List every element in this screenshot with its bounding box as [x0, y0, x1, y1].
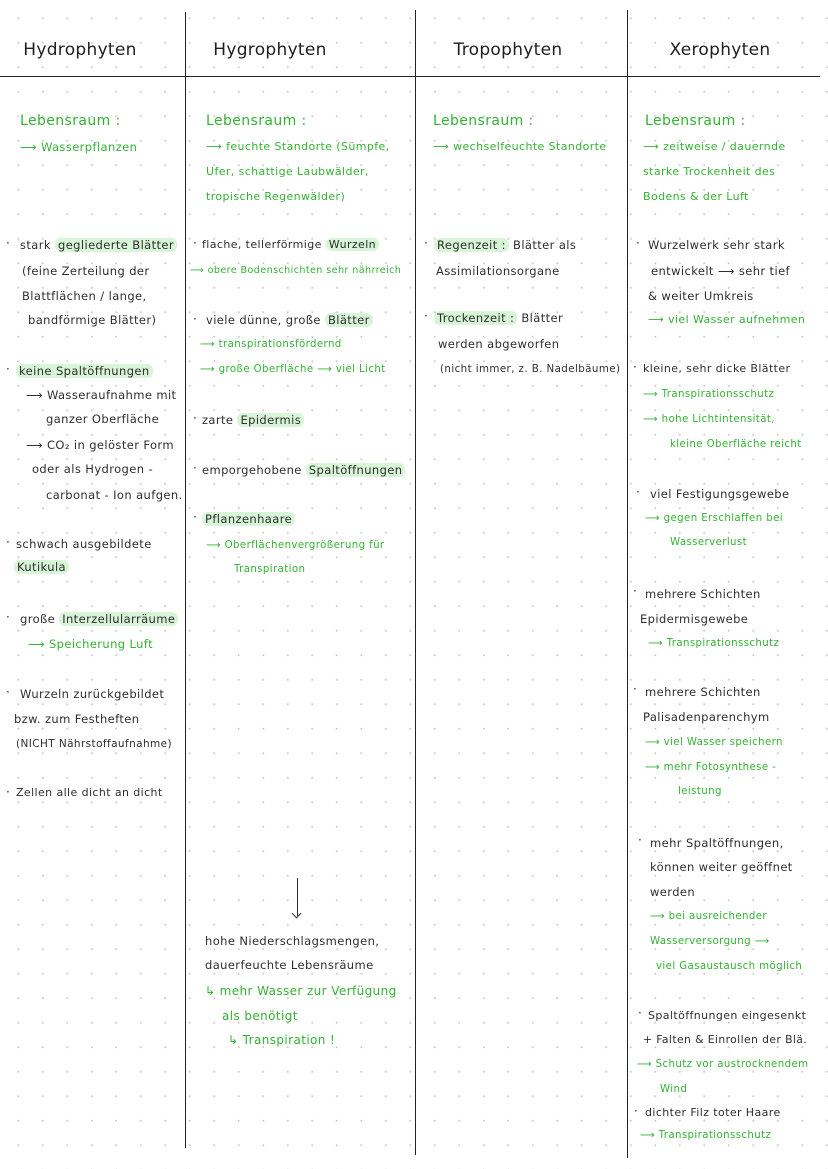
hydro-line: Wurzeln zurückgebildet	[20, 687, 165, 701]
hydro-line: stark gegliederte Blätter	[20, 238, 177, 252]
xero-line: werden	[650, 885, 696, 899]
heading-hygrophyten: Hygrophyten	[213, 40, 327, 60]
bullet: ·	[633, 584, 637, 598]
hydro-habitat-label: Lebensraum :	[20, 113, 121, 129]
hygro-habitat: Ufer, schattige Laubwälder,	[206, 165, 369, 178]
tropo-habitat: ⟶ wechselfeuchte Standorte	[433, 140, 607, 153]
bullet: ·	[633, 360, 637, 374]
xero-line: ⟶ hohe Lichtintensität,	[643, 414, 775, 425]
xero-line: ⟶ bei ausreichender	[650, 911, 768, 922]
bullet: ·	[638, 1006, 642, 1020]
tropo-habitat-label: Lebensraum :	[433, 113, 534, 129]
xero-line: mehr Spaltöffnungen,	[650, 836, 784, 850]
bullet: ·	[424, 309, 428, 323]
hydro-line: keine Spaltöffnungen	[16, 364, 153, 378]
tropo-line: werden abgeworfen	[438, 337, 560, 351]
hygro-line: Pflanzenhaare	[202, 512, 295, 526]
bullet: ·	[6, 610, 10, 624]
bullet: ·	[636, 236, 640, 250]
hydro-line: bzw. zum Festheften	[14, 712, 140, 726]
xero-line: viel Festigungsgewebe	[650, 487, 790, 501]
xero-line: ⟶ Transpirationsschutz	[643, 389, 775, 400]
hygro-line: ⟶ transpirationsfördernd	[200, 339, 342, 350]
bullet: ·	[6, 362, 10, 376]
heading-hydrophyten: Hydrophyten	[23, 40, 137, 60]
bullet: ·	[6, 236, 10, 250]
xero-line: ⟶ viel Wasser speichern	[645, 737, 783, 748]
xero-line: Wurzelwerk sehr stark	[648, 238, 785, 252]
hygro-habitat: tropische Regenwälder)	[206, 190, 346, 203]
hydro-line: ⟶ Wasseraufnahme mit	[26, 388, 177, 402]
xero-habitat-label: Lebensraum :	[645, 113, 746, 129]
tropo-line: Regenzeit : Blätter als	[434, 238, 576, 252]
xero-line: Palisadenparenchym	[643, 710, 770, 724]
column-divider-1	[185, 12, 186, 1148]
hydro-line: bandförmige Blätter)	[28, 313, 157, 327]
bullet: ·	[638, 833, 642, 847]
header-divider	[0, 76, 820, 77]
bullet: ·	[6, 535, 10, 549]
xero-line: Wind	[660, 1084, 688, 1095]
xero-line: ⟶ Transpirationsschutz	[640, 1130, 772, 1141]
hydro-line: Kutikula	[14, 560, 69, 574]
bullet: ·	[633, 682, 637, 696]
hydro-line: Zellen alle dicht an dicht	[16, 786, 163, 799]
hygro-summary: ↳ mehr Wasser zur Verfügung	[205, 984, 397, 998]
hygro-line: Transpiration	[234, 564, 306, 575]
xero-line: mehrere Schichten	[645, 685, 761, 699]
hygro-line: ⟶ Oberflächenvergrößerung für	[206, 540, 385, 551]
heading-xerophyten: Xerophyten	[669, 40, 771, 60]
bullet: ·	[6, 785, 10, 799]
hygro-summary: hohe Niederschlagsmengen,	[205, 934, 380, 948]
hydro-habitat: ⟶ Wasserpflanzen	[20, 140, 138, 154]
hygro-line: emporgehobene Spaltöffnungen	[202, 463, 405, 477]
tropo-line: Trockenzeit : Blätter	[434, 311, 563, 325]
hygro-summary: ↳ Transpiration !	[228, 1033, 336, 1047]
bullet: ·	[636, 485, 640, 499]
hydro-line: Blattflächen / lange,	[22, 289, 147, 303]
xero-line: kleine, sehr dicke Blätter	[643, 362, 791, 375]
hydro-line: (feine Zerteilung der	[22, 264, 150, 278]
hygro-line: ⟶ große Oberfläche ⟶ viel Licht	[200, 364, 386, 375]
column-divider-3	[627, 10, 628, 1158]
hygro-habitat: ⟶ feuchte Standorte (Sümpfe,	[206, 140, 390, 153]
bullet: ·	[193, 236, 197, 250]
hydro-line: ⟶ CO₂ in gelöster Form	[26, 438, 174, 452]
hygro-line: viele dünne, große Blätter	[206, 313, 373, 327]
xero-habitat: ⟶ zeitweise / dauernde	[643, 140, 786, 153]
hydro-line: oder als Hydrogen -	[32, 462, 154, 476]
bullet: ·	[6, 685, 10, 699]
xero-line: entwickelt ⟶ sehr tief	[651, 264, 790, 278]
xero-line: können weiter geöffnet	[650, 860, 793, 874]
xero-line: dichter Filz toter Haare	[645, 1106, 781, 1119]
hydro-line: schwach ausgebildete	[16, 537, 152, 551]
tropo-line: Assimilationsorgane	[436, 264, 560, 278]
xero-line: & weiter Umkreis	[648, 289, 754, 303]
xero-line: ⟶ viel Wasser aufnehmen	[648, 313, 806, 326]
xero-habitat: Bodens & der Luft	[643, 190, 749, 203]
hygro-habitat-label: Lebensraum :	[206, 113, 307, 129]
xero-line: Wasserverlust	[670, 537, 748, 548]
xero-line: viel Gasaustausch möglich	[656, 961, 803, 972]
bullet: ·	[193, 510, 197, 524]
xero-habitat: starke Trockenheit des	[643, 165, 776, 178]
tropo-line: (nicht immer, z. B. Nadelbäume)	[440, 363, 621, 375]
hydro-line: carbonat - Ion aufgen.	[46, 488, 183, 502]
bullet: ·	[193, 312, 197, 326]
hygro-line: ⟶ obere Bodenschichten sehr nährreich	[190, 265, 402, 276]
hygro-line: flache, tellerförmige Wurzeln	[202, 238, 379, 252]
xero-line: ⟶ mehr Fotosynthese -	[645, 762, 777, 773]
hydro-line: ⟶ Speicherung Luft	[28, 637, 154, 651]
heading-tropophyten: Tropophyten	[453, 40, 563, 60]
xero-line: Spaltöffnungen eingesenkt	[648, 1009, 807, 1022]
hygro-summary: als benötigt	[222, 1009, 298, 1023]
xero-line: + Falten & Einrollen der Blä.	[643, 1033, 808, 1046]
bullet: ·	[193, 461, 197, 475]
hygro-line: zarte Epidermis	[202, 413, 304, 427]
xero-line: Wasserversorgung ⟶	[650, 936, 770, 947]
xero-line: ⟶ Transpirationsschutz	[648, 638, 780, 649]
xero-line: ⟶ gegen Erschlaffen bei	[645, 513, 783, 524]
xero-line: kleine Oberfläche reicht	[670, 439, 802, 450]
xero-line: ⟶ Schutz vor austrocknendem	[637, 1059, 809, 1070]
hydro-line: (NICHT Nährstoffaufnahme)	[16, 738, 173, 750]
arrow-down-icon	[297, 878, 298, 916]
hydro-line: ganzer Oberfläche	[46, 412, 160, 426]
xero-line: leistung	[678, 786, 722, 797]
xero-line: mehrere Schichten	[645, 587, 761, 601]
column-divider-2	[415, 10, 416, 1155]
bullet: ·	[634, 1104, 638, 1118]
bullet: ·	[193, 411, 197, 425]
xero-line: Epidermisgewebe	[640, 612, 749, 626]
bullet: ·	[424, 236, 428, 250]
hydro-line: große Interzellularräume	[20, 612, 178, 626]
hygro-summary: dauerfeuchte Lebensräume	[205, 958, 374, 972]
